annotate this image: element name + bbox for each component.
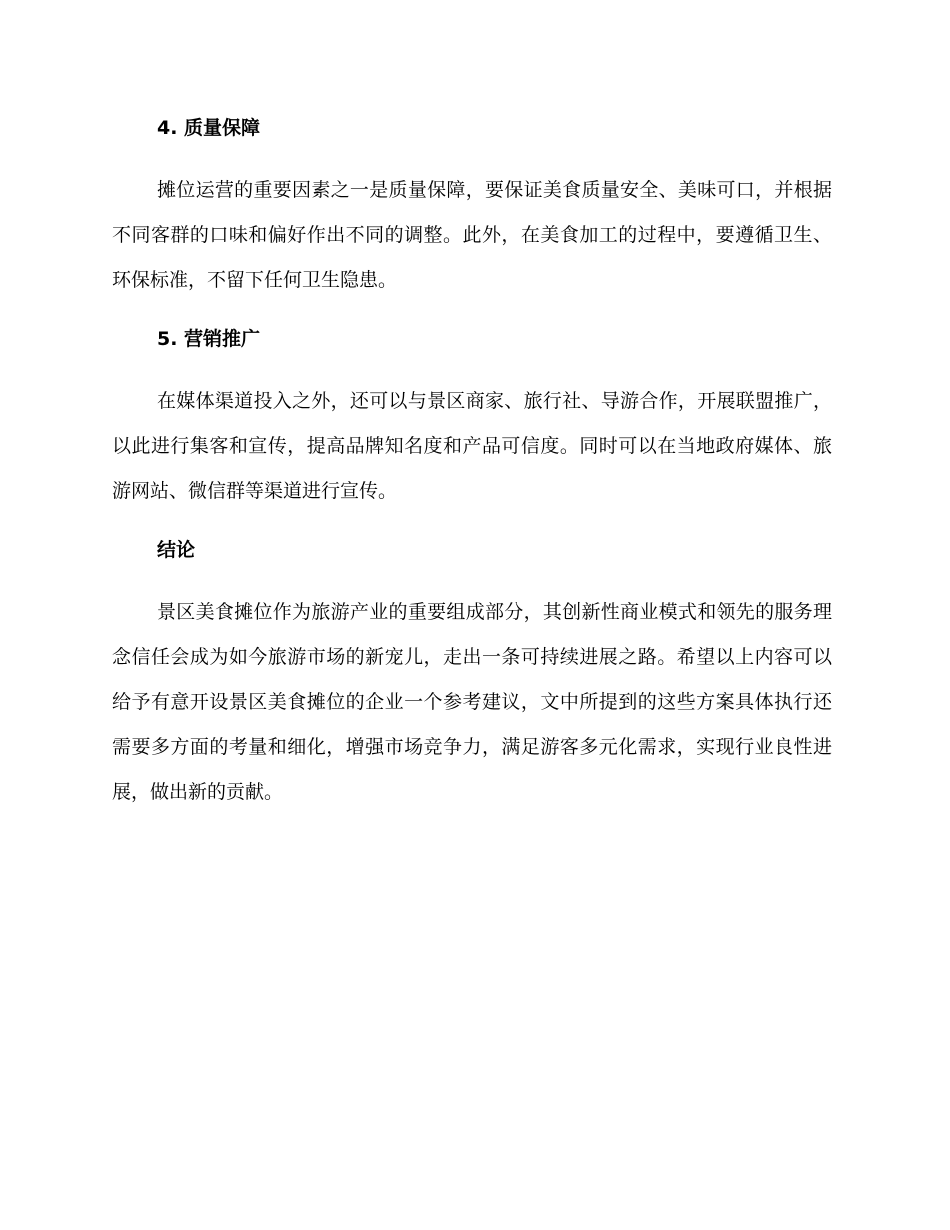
section-heading-marketing: 5. 营销推广 bbox=[157, 328, 261, 350]
document-body bbox=[112, 112, 832, 815]
section-heading-quality: 4. 质量保障 bbox=[157, 117, 261, 139]
section-paragraph-marketing: 在媒体渠道投入之外，还可以与景区商家、旅行社、导游合作，开展联盟推广，以此进行集客和宣传，提高品牌知名度和产品可信度。同时可以在当地政府媒体、旅游网站、微信群等渠道进行宣传。 bbox=[112, 390, 832, 502]
section-heading-conclusion: 结论 bbox=[157, 539, 196, 561]
section-paragraph-conclusion: 景区美食摊位作为旅游产业的重要组成部分，其创新性商业模式和领先的服务理念信任会成为如今旅游市场的新宠儿，走出一条可持续进展之路。希望以上内容可以给予有意开设景区美食摊位的企业一个参考建议，文中所提到的这些方案具体执行还需要多方面的考量和细化，增强市场竞争力，满足游客多元化需求，实现行业良性进展，做出新的贡献。 bbox=[112, 601, 832, 803]
section-paragraph-quality: 摊位运营的重要因素之一是质量保障，要保证美食质量安全、美味可口，并根据不同客群的口味和偏好作出不同的调整。此外，在美食加工的过程中，要遵循卫生、环保标准，不留下任何卫生隐患。 bbox=[112, 179, 832, 291]
